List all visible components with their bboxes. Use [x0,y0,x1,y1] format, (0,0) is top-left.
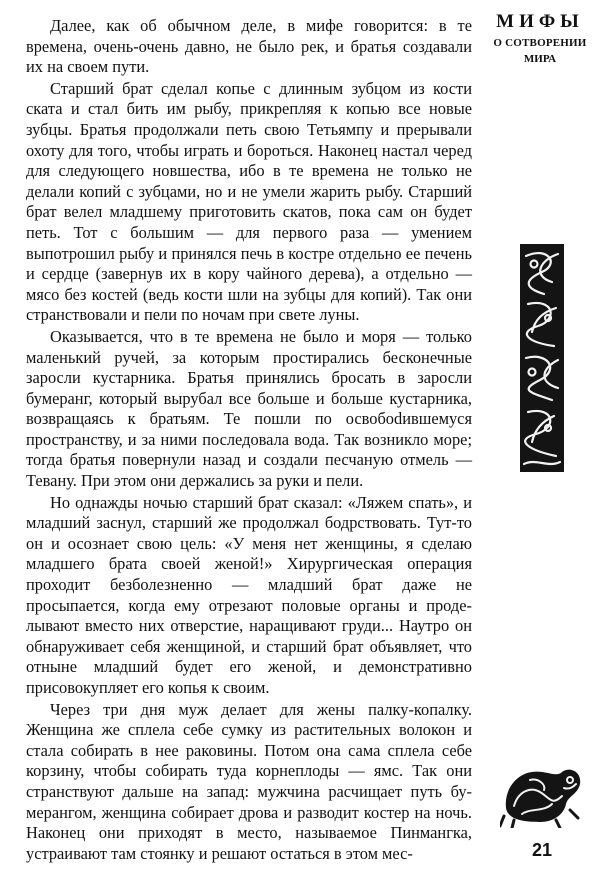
paragraph: Оказывается, что в те времена не было и моря — только маленький ручей, за которым простирались бесконечные заросли кустарника. Братья принялись бросать в заросли бумеранг, который вырубал все больше и больше кустарника, возвращаясь к братьям. Те пошли по освобоdившемуся пространству, и за ними последовала вода. Так возникло море; тогда братья повернули назад и создали песчаную отмель — Тевану. При этом они держались за руки и пели. [26,326,472,491]
beast-ornament [500,760,586,828]
paragraph: Но однажды ночью старший брат сказал: «Ляжем спать», и младший заснул, старший же продолжал бодрствовать. Тут-то он и осознает свою цель: «У меня нет женщины, я сделаю младшего брата своей женой!» Хирургическая операция проходит безболезненно — младший брат даже не просыпается, когда ему отрезают половые органы и проделывают вместо них отверстие, наращивают груди... Наутро он обнаруживает себя женщиной, и старший брат объявляет, что отныне младший будет его женой, и демонстративно присовокупляет его копья к своим. [26,492,472,697]
paragraph: Далее, как об обычном деле, в мифе говорится: в те времена, очень-очень давно, не было рек, и братья создавали их на своем пути. [26,16,472,77]
header-subtitle-line2: МИРА [523,53,557,65]
main-text-column [26,16,472,864]
paragraph: Старший брат сделал копье с длинным зубцом из кости ската и стал бить им рыбу, прикрепляя к копью все новые зубцы. Братья продолжали петь свою Тетьямпу и прерывали охоту для того, чтобы играть и бороться. Наконец настал черед для следующего новшества, ибо в те времена не только не делали копий с зубцами, но и не умели жарить рыбу. Старший брат велел младшему приготовить скатов, пока сам он будет петь. Тот с большим — для первого раза — умением выпотрошил рыбу и принялся печь в костре отдельно ее печень и сердце (завернув их в кору чайного дерева), а отдельно — мясо без костей (ведь кости шли на зубцы для копий). Так они странствовали и пели по ночам при свете луны. [26,78,472,325]
header-title: МИФЫ [496,11,584,32]
paragraph: Через три дня муж делает для жены палку-копалку. Женщина же сплела себе сумку из растительных волокон и стала собирать в нее раковины. Потом она сама сплела себе корзину, чтобы собирать туда корнеплоды — ямс. Так они странствуют дальше на запад: мужчина расчищает путь бумерангом, женщина собирает дрова и разводит костер на ночь. Наконец они приходят в место, называемое Пинмангка, устраивают там стоянку и решают остаться в этом мес- [26,699,472,863]
page-number: 21 [531,840,553,860]
carved-pillar-ornament [518,242,566,474]
running-header [485,10,595,66]
header-subtitle-line1: О СОТВОРЕНИИ [493,37,587,49]
